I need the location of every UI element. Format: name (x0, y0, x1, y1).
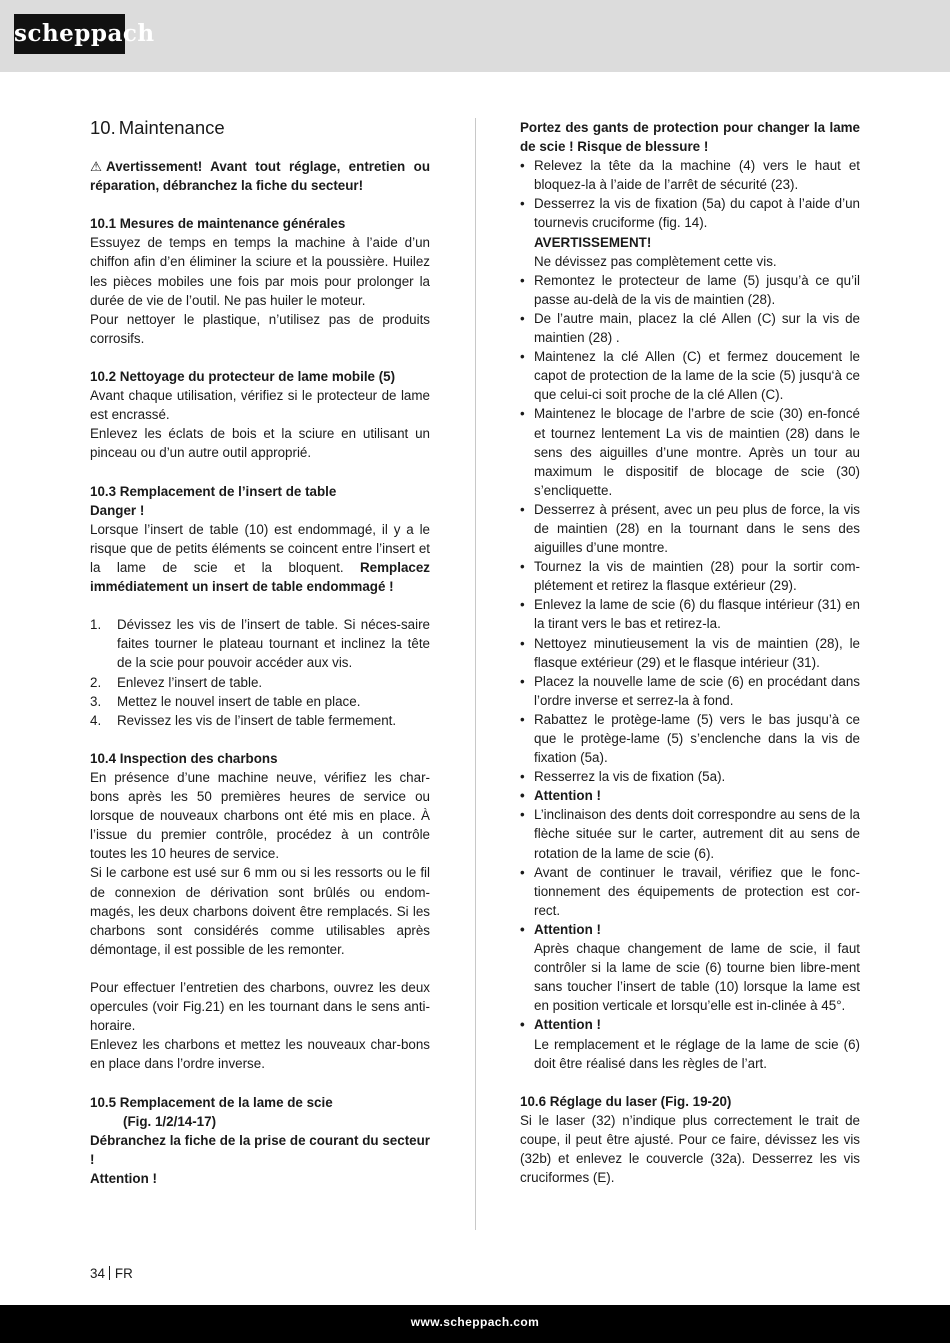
paragraph: Pour effectuer l’entretien des charbons, ouvrez les deux opercules (voir Fig.21) en les tournant dans le sens anti-horaire. (90, 980, 430, 1034)
subsection-heading-10-4: 10.4 Inspection des charbons (90, 750, 278, 766)
subsection-heading-10-1: 10.1 Mesures de maintenance générales (90, 216, 346, 232)
page-number-label: 34 FR (90, 1266, 133, 1281)
figure-reference: (Fig. 1/2/14-17) (123, 1113, 217, 1129)
list-item: 1. Dévissez les vis de l’insert de table. Si néces-saire faites tourner le plateau tournant et inclinez la tête de la scie pour pouvoir accéder aux vis. (90, 617, 430, 671)
blade-replacement-steps (520, 156, 860, 1073)
list-item: • Maintenez le blocage de l’arbre de scie (30) en-foncé et tournez lentement La vis de maintien (28) dans le sens des aiguilles d’une montre. Après un tour au maximum le dispositif de blocage de scie (30) s’encliquette. (520, 406, 860, 498)
list-item: • Maintenez la clé Allen (C) et fermez doucement le capot de protection de la lame de la scie (5) jusqu‘à ce que celui-ci soit proche de la clé Allen (C). (520, 349, 860, 403)
brand-logo: scheppach (14, 14, 125, 54)
warning-label: AVERTISSEMENT! (534, 234, 652, 250)
attention-item: • Attention ! Le remplacement et le réglage de la lame de scie (6) doit être réalisé dans les règles de l’art. (520, 1017, 860, 1071)
paragraph: Avant chaque utilisation, vérifiez si le protecteur de lame est encrassé. (90, 388, 430, 423)
page-footer (0, 1305, 950, 1343)
list-item: • Rabattez le protège-lame (5) vers le bas jusqu’à ce que le protège-lame (5) s’enclenche dans la vis de fixation (5a). (520, 711, 860, 766)
list-item: • Placez la nouvelle lame de scie (6) en procédant dans l’ordre inverse et serrez-la à fond. (520, 673, 860, 708)
subsection-heading-10-2: 10.2 Nettoyage du protecteur de lame mobile (5) (90, 369, 396, 385)
gloves-warning: Portez des gants de protection pour changer la lame de scie ! Risque de blessure ! (520, 120, 860, 155)
list-item: • Desserrez la vis de fixation (5a) du capot à l’aide d’un tournevis cruciforme (fig. 14). AVERTISSEMENT! Ne dévissez pas complètement cette vis. (520, 196, 860, 269)
list-item: • Avant de continuer le travail, vérifiez que le fonc-tionnement des équipements de protection est cor-rect. (520, 864, 860, 918)
paragraph: Si le laser (32) n’indique plus correctement le trait de coupe, il peut être ajusté. Pour ce faire, dévissez les vis (32b) et enlevez le couvercle (32a). Desserrez les vis cruciformes (E). (520, 1112, 860, 1186)
subsection-heading-10-6: 10.6 Réglage du laser (Fig. 19-20) (520, 1093, 732, 1109)
list-item: 3. Mettez le nouvel insert de table en place. (90, 693, 361, 709)
subsection-heading-10-5: 10.5 Remplacement de la lame de scie (90, 1094, 333, 1110)
unplug-warning: Débranchez la fiche de la prise de courant du secteur ! (90, 1132, 430, 1167)
warning-icon: ⚠ (90, 159, 103, 174)
list-item: 4. Revissez les vis de l’insert de table fermement. (90, 712, 397, 728)
danger-label: Danger ! (90, 502, 145, 518)
list-item: • L’inclinaison des dents doit correspondre au sens de la flèche située sur le carter, autrement dit au sens de rotation de la lame de scie (6). (520, 807, 860, 861)
list-item: • Nettoyez minutieusement la vis de maintien (28), le flasque extérieur (29) et le flasque intérieur (31). (520, 635, 860, 670)
website-url: www.scheppach.com (410, 1315, 540, 1329)
insert-replacement-steps (90, 615, 430, 730)
list-item: 2. Enlevez l’insert de table. (90, 674, 263, 690)
attention-label: Attention ! (90, 1170, 157, 1186)
maintenance-warning: ⚠ Avertissement! Avant tout réglage, entretien ou réparation, débranchez la fiche du secteur! (90, 159, 430, 194)
paragraph: Essuyez de temps en temps la machine à l’aide d’un chiffon afin d’en éliminer la sciure et la poussière. Huilez les pièces mobiles une fois par mois pour prolonger la durée de vie de l’outil. Ne pas huiler le moteur. (90, 235, 430, 308)
attention-item: • Attention ! (520, 788, 601, 804)
left-column (90, 118, 430, 1188)
column-divider (475, 118, 476, 1230)
page-header (0, 0, 950, 72)
paragraph: Si le carbone est usé sur 6 mm ou si les ressorts ou le fil de connexion de dérivation sont brûlés ou endom-magés, les deux charbons doivent être remplacés. Si les charbons sont considérés comme utilisables après démontage, il est possible de les remonter. (90, 865, 430, 957)
subsection-heading-10-3: 10.3 Remplacement de l’insert de table (90, 483, 337, 499)
section-title: 10. Maintenance (90, 117, 225, 138)
paragraph: Pour nettoyer le plastique, n’utilisez pas de produits corrosifs. (90, 311, 430, 346)
list-item: • Resserrez la vis de fixation (5a). (520, 769, 726, 785)
paragraph: Enlevez les éclats de bois et la sciure en utilisant un pinceau ou d’un autre outil approprié. (90, 426, 430, 461)
list-item: • Remontez le protecteur de lame (5) jusqu’à ce qu’il passe au-delà de la vis de maintien (28). (520, 272, 860, 307)
paragraph: Lorsque l’insert de table (10) est endommagé, il y a le risque que de petits éléments se coincent entre l’insert et la lame de scie et la bloquent. Remplacez immédiatement un insert de table endommagé ! (90, 521, 430, 595)
list-item: • Relevez la tête da la machine (4) vers le haut et bloquez-la à l’aide de l’arrêt de sécurité (23). (520, 158, 860, 193)
list-item: • Enlevez la lame de scie (6) du flasque intérieur (31) en la tirant vers le bas et retirez-la. (520, 597, 860, 632)
paragraph: En présence d’une machine neuve, vérifiez les char-bons après les 50 premières heures de service ou lorsque de nouveaux charbons ont été mis en place. À l’issue du premier contrôle, procédez à un contrôle toutes les 10 heures de service. (90, 770, 430, 862)
attention-item: • Attention ! Après chaque changement de lame de scie, il faut contrôler si la lame de scie (6) tourne bien libre-ment sans toucher l’insert de table (10) lorsque la lame est en position verticale et lorsqu’elle est in-clinée à 45°. (520, 921, 860, 1014)
paragraph: Enlevez les charbons et mettez les nouveaux char-bons en place dans l’ordre inverse. (90, 1037, 430, 1072)
list-item: • Desserrez à présent, avec un peu plus de force, la vis de maintien (28) en la tournant dans le sens des aiguilles d’une montre. (520, 501, 860, 556)
list-item: • De l’autre main, placez la clé Allen (C) sur la vis de maintien (28) . (520, 310, 860, 346)
right-column (520, 118, 860, 1187)
list-item: • Tournez la vis de maintien (28) pour la sortir com-plétement et retirez la flasque extérieur (29). (520, 559, 860, 594)
